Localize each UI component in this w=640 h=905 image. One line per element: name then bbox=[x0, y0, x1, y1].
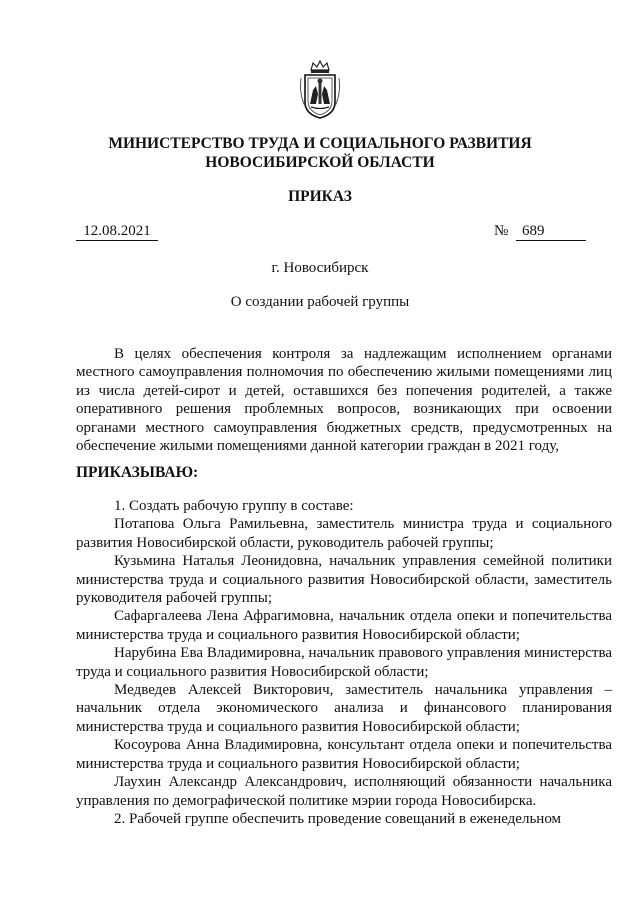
member-medvedev: Медведев Алексей Викторович, заместитель начальника управления – начальник отдела экономического анализа и финансового планирования министерства труда и социального развития Новосибирской области; bbox=[76, 682, 612, 735]
order-word: ПРИКАЗЫВАЮ: bbox=[76, 464, 199, 481]
intro-paragraph: В целях обеспечения контроля за надлежащим исполнением органами местного самоуправления полномочия по обеспечению жилыми помещениями лиц из числа детей-сирот и детей, оставшихся без попечения родителей, а также оперативного решения проблемных вопросов, возникающих при освоении органами местного самоуправления бюджетных средств, предусмотренных на обеспечение жилыми помещениями данной категории граждан в 2021 году, bbox=[76, 346, 612, 455]
order-number: 689 bbox=[516, 222, 586, 241]
paragraph-item-2: 2. Рабочей группе обеспечить проведение совещаний в еженедельном bbox=[114, 810, 562, 827]
member-laukhin: Лаухин Александр Александрович, исполняющий обязанности начальника управления по демографической политике мэрии города Новосибирска. bbox=[76, 774, 612, 809]
order-date: 12.08.2021 bbox=[76, 222, 158, 241]
member-safargaleeva: Сафаргалеева Лена Афрагимовна, начальник отдела опеки и попечительства министерства труда и социального развития Новосибирской области; bbox=[76, 608, 612, 643]
ministry-line-1: МИНИСТЕРСТВО ТРУДА И СОЦИАЛЬНОГО РАЗВИТИЯ bbox=[108, 135, 532, 152]
member-narubina: Нарубина Ева Владимировна, начальник правового управления министерства труда и социального развития Новосибирской области; bbox=[76, 645, 612, 680]
member-kosourova: Косоурова Анна Владимировна, консультант отдела опеки и попечительства министерства труда и социального развития Новосибирской области; bbox=[76, 737, 612, 772]
ministry-name bbox=[60, 134, 580, 172]
city: г. Новосибирск bbox=[271, 260, 369, 276]
coat-of-arms-icon bbox=[297, 60, 343, 120]
member-potapova: Потапова Ольга Рамильевна, заместитель министра труда и социального развития Новосибирской области, руководитель рабочей группы; bbox=[76, 516, 612, 551]
order-subject: О создании рабочей группы bbox=[230, 294, 410, 310]
member-kuzmina: Кузьмина Наталья Леонидовна, начальник управления семейной политики министерства труда и социального развития Новосибирской области, заместитель руководителя рабочей группы; bbox=[76, 553, 612, 607]
ministry-line-2: НОВОСИБИРСКОЙ ОБЛАСТИ bbox=[205, 154, 435, 171]
number-sign: № bbox=[494, 223, 509, 239]
doc-type: ПРИКАЗ bbox=[288, 188, 352, 205]
order-body bbox=[76, 497, 612, 828]
paragraph-item-1: 1. Создать рабочую группу в составе: bbox=[114, 498, 354, 514]
